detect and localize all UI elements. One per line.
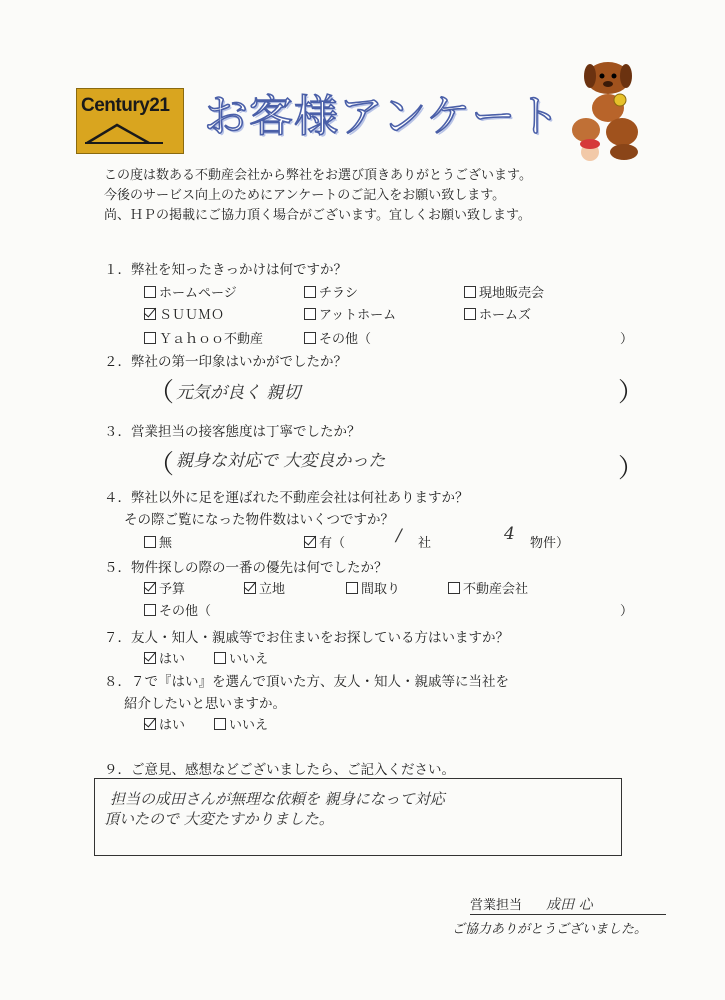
q1-other-close: ）: [620, 332, 634, 347]
dog-mascot-icon: [560, 56, 650, 162]
question-2: ２．弊社の第一印象はいかがでしたか？: [104, 354, 347, 370]
option-label: ホームページ: [159, 286, 237, 301]
q9-answer-line-2[interactable]: 頂いたので 大変たすかりました。: [104, 810, 334, 828]
option-label: 予算: [159, 582, 186, 597]
staff-label: 営業担当: [470, 898, 523, 913]
checkbox[interactable]: [144, 536, 156, 548]
q2-answer[interactable]: 元気が良く 親切: [176, 383, 301, 403]
q1-option-flyer[interactable]: [304, 282, 358, 301]
q5-option-budget[interactable]: [144, 578, 185, 597]
option-label: はい: [159, 718, 186, 733]
checkbox-checked[interactable]: [144, 718, 156, 730]
option-label: いいえ: [229, 652, 269, 667]
q4-companies-value[interactable]: /: [396, 526, 402, 546]
q1-option-onsite-sale[interactable]: [464, 282, 544, 301]
option-label: いいえ: [229, 718, 269, 733]
option-label: 現地販売会: [479, 286, 545, 301]
staff-name: 成田 心: [546, 897, 593, 913]
option-label: ＳＵＵＭＯ: [159, 308, 225, 323]
checkbox[interactable]: [144, 286, 156, 298]
q4-properties-value[interactable]: 4: [504, 524, 515, 544]
checkbox[interactable]: [464, 308, 476, 320]
question-9: ９．ご意見、感想などございましたら、ご記入ください。: [104, 762, 455, 778]
q5-option-agency[interactable]: [448, 578, 528, 597]
q7-option-yes[interactable]: [144, 648, 185, 667]
checkbox[interactable]: [304, 308, 316, 320]
q3-answer[interactable]: 親身な対応で 大変良かった: [176, 451, 386, 471]
century21-logo: [76, 88, 184, 154]
q5-option-other[interactable]: [144, 600, 211, 619]
checkbox-checked[interactable]: [144, 582, 156, 594]
intro-line-3: 尚、ＨＰの掲載にご協力頂く場合がございます。宜しくお願い致します。: [104, 208, 531, 223]
q4-option-yes[interactable]: [304, 532, 345, 551]
question-4: ４．弊社以外に足を運ばれた不動産会社は何社ありますか？: [104, 490, 469, 506]
option-label: 有（: [319, 536, 346, 551]
option-label: 不動産会社: [463, 582, 529, 597]
checkbox[interactable]: [464, 286, 476, 298]
question-7: ７．友人・知人・親戚等でお住まいをお探している方はいますか？: [104, 630, 509, 646]
q7-option-no[interactable]: [214, 648, 268, 667]
option-label: アットホーム: [319, 308, 397, 323]
checkbox[interactable]: [214, 652, 226, 664]
question-3: ３．営業担当の接客態度は丁寧でしたか？: [104, 424, 361, 440]
thanks-message: ご協力ありがとうございました。: [452, 922, 648, 937]
question-5: ５．物件探しの際の一番の優先は何でしたか？: [104, 560, 388, 576]
checkbox[interactable]: [144, 332, 156, 344]
q1-option-homes[interactable]: [464, 304, 531, 323]
intro-line-2: 今後のサービス向上のためにアンケートのご記入をお願い致します。: [104, 188, 506, 203]
q5-option-location[interactable]: [244, 578, 285, 597]
q9-answer-line-1[interactable]: 担当の成田さんが無理な依頼を 親身になって対応: [110, 790, 445, 808]
checkbox-checked[interactable]: [304, 536, 316, 548]
q3-close-paren: ）: [618, 454, 645, 484]
question-1: １．弊社を知ったきっかけは何ですか？: [104, 262, 347, 278]
option-label: チラシ: [319, 286, 359, 301]
q5-other-close: ）: [620, 604, 634, 619]
checkbox-checked[interactable]: [144, 308, 156, 320]
checkbox[interactable]: [304, 332, 316, 344]
option-label: Ｙａｈｏｏ不動産: [159, 332, 264, 347]
option-label: はい: [159, 652, 186, 667]
q2-close-paren: ）: [618, 378, 645, 408]
q4-companies-unit: 社: [418, 536, 432, 551]
option-label: 立地: [259, 582, 286, 597]
checkbox-checked[interactable]: [244, 582, 256, 594]
q8-option-no[interactable]: [214, 714, 268, 733]
option-label: 間取り: [361, 582, 401, 597]
q1-option-suumo[interactable]: [144, 304, 224, 323]
option-label: その他（: [319, 332, 372, 347]
checkbox[interactable]: [346, 582, 358, 594]
intro-line-1: この度は数ある不動産会社から弊社をお選び頂きありがとうございます。: [104, 168, 532, 183]
question-8-sub: 紹介したいと思いますか。: [124, 696, 286, 712]
q2-open-paren: （: [148, 378, 175, 408]
q5-option-floorplan[interactable]: [346, 578, 400, 597]
option-label: ホームズ: [479, 308, 532, 323]
house-roof-icon: [85, 121, 163, 145]
staff-row: [470, 894, 666, 915]
q1-option-other[interactable]: [304, 328, 371, 347]
q4-properties-unit: 物件）: [530, 536, 570, 551]
q4-option-none[interactable]: [144, 532, 172, 551]
question-8: ８．７で『はい』を選んで頂いた方、友人・知人・親戚等に当社を: [104, 674, 509, 690]
option-label: その他（: [159, 604, 212, 619]
question-4-sub: その際ご覧になった物件数はいくつですか？: [124, 512, 394, 528]
q8-option-yes[interactable]: [144, 714, 185, 733]
checkbox-checked[interactable]: [144, 652, 156, 664]
q1-option-homepage[interactable]: [144, 282, 237, 301]
q3-open-paren: （: [148, 450, 175, 480]
q1-option-yahoo[interactable]: [144, 328, 263, 347]
checkbox[interactable]: [304, 286, 316, 298]
option-label: 無: [159, 536, 173, 551]
checkbox[interactable]: [448, 582, 460, 594]
q1-option-athome[interactable]: [304, 304, 396, 323]
page-title: お客様アンケート: [204, 91, 562, 142]
checkbox[interactable]: [214, 718, 226, 730]
logo-text: Century21: [81, 95, 170, 116]
checkbox[interactable]: [144, 604, 156, 616]
